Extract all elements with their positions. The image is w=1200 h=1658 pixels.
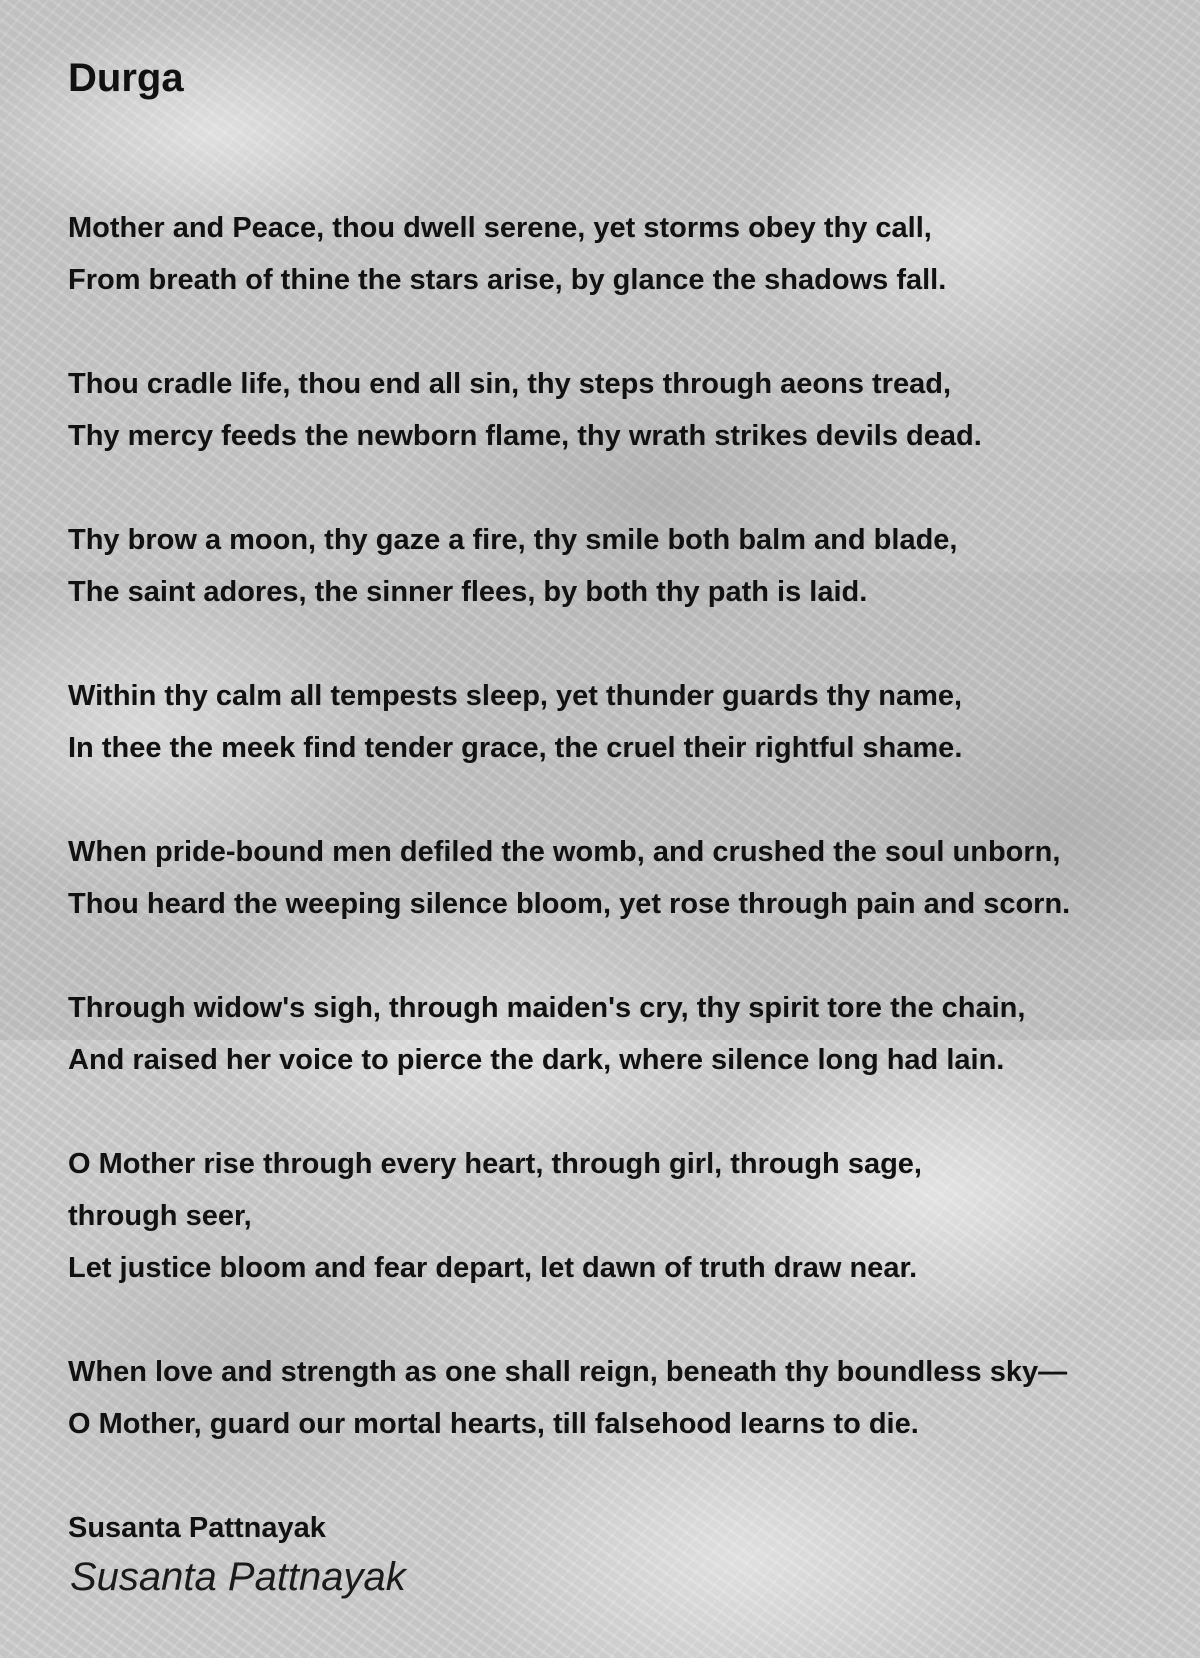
poem-line: In thee the meek find tender grace, the cruel their rightful shame. <box>68 732 963 764</box>
poem-line: Within thy calm all tempests sleep, yet thunder guards thy name, <box>68 680 963 712</box>
stanza-7 <box>68 1138 1193 1294</box>
stanza-5 <box>68 826 1193 930</box>
poem-line: Through widow's sigh, through maiden's cry, thy spirit tore the chain, <box>68 992 1026 1024</box>
stanza-8 <box>68 1346 1193 1450</box>
poem-line: Thou cradle life, thou end all sin, thy steps through aeons tread, <box>68 368 951 400</box>
poem-line: And raised her voice to pierce the dark, where silence long had lain. <box>68 1044 1005 1076</box>
stanza-6 <box>68 982 1193 1086</box>
poem-title: Durga <box>68 56 184 100</box>
stanza-3 <box>68 514 1193 618</box>
poem-line: O Mother rise through every heart, through girl, through sage, <box>68 1148 922 1180</box>
poem-line: The saint adores, the sinner flees, by both thy path is laid. <box>68 576 868 608</box>
poem-body <box>68 202 1193 1450</box>
poem-line: When love and strength as one shall reign, beneath thy boundless sky— <box>68 1356 1068 1388</box>
poem-line: When pride-bound men defiled the womb, and crushed the soul unborn, <box>68 836 1061 868</box>
poem-line: Let justice bloom and fear depart, let dawn of truth draw near. <box>68 1252 918 1284</box>
poem-line: Thy mercy feeds the newborn flame, thy wrath strikes devils dead. <box>68 420 982 452</box>
stanza-1 <box>68 202 1193 306</box>
poem-container <box>68 50 1193 1554</box>
author-signature: Susanta Pattnayak <box>70 1555 406 1599</box>
stanza-2 <box>68 358 1193 462</box>
poem-line: O Mother, guard our mortal hearts, till falsehood learns to die. <box>68 1408 919 1440</box>
poem-line: Thou heard the weeping silence bloom, yet rose through pain and scorn. <box>68 888 1071 920</box>
author-name: Susanta Pattnayak <box>68 1512 326 1544</box>
stanza-4 <box>68 670 1193 774</box>
poem-line: From breath of thine the stars arise, by glance the shadows fall. <box>68 264 947 296</box>
poem-line: Mother and Peace, thou dwell serene, yet storms obey thy call, <box>68 212 932 244</box>
poem-line: through seer, <box>68 1200 252 1232</box>
poem-line: Thy brow a moon, thy gaze a fire, thy smile both balm and blade, <box>68 524 958 556</box>
